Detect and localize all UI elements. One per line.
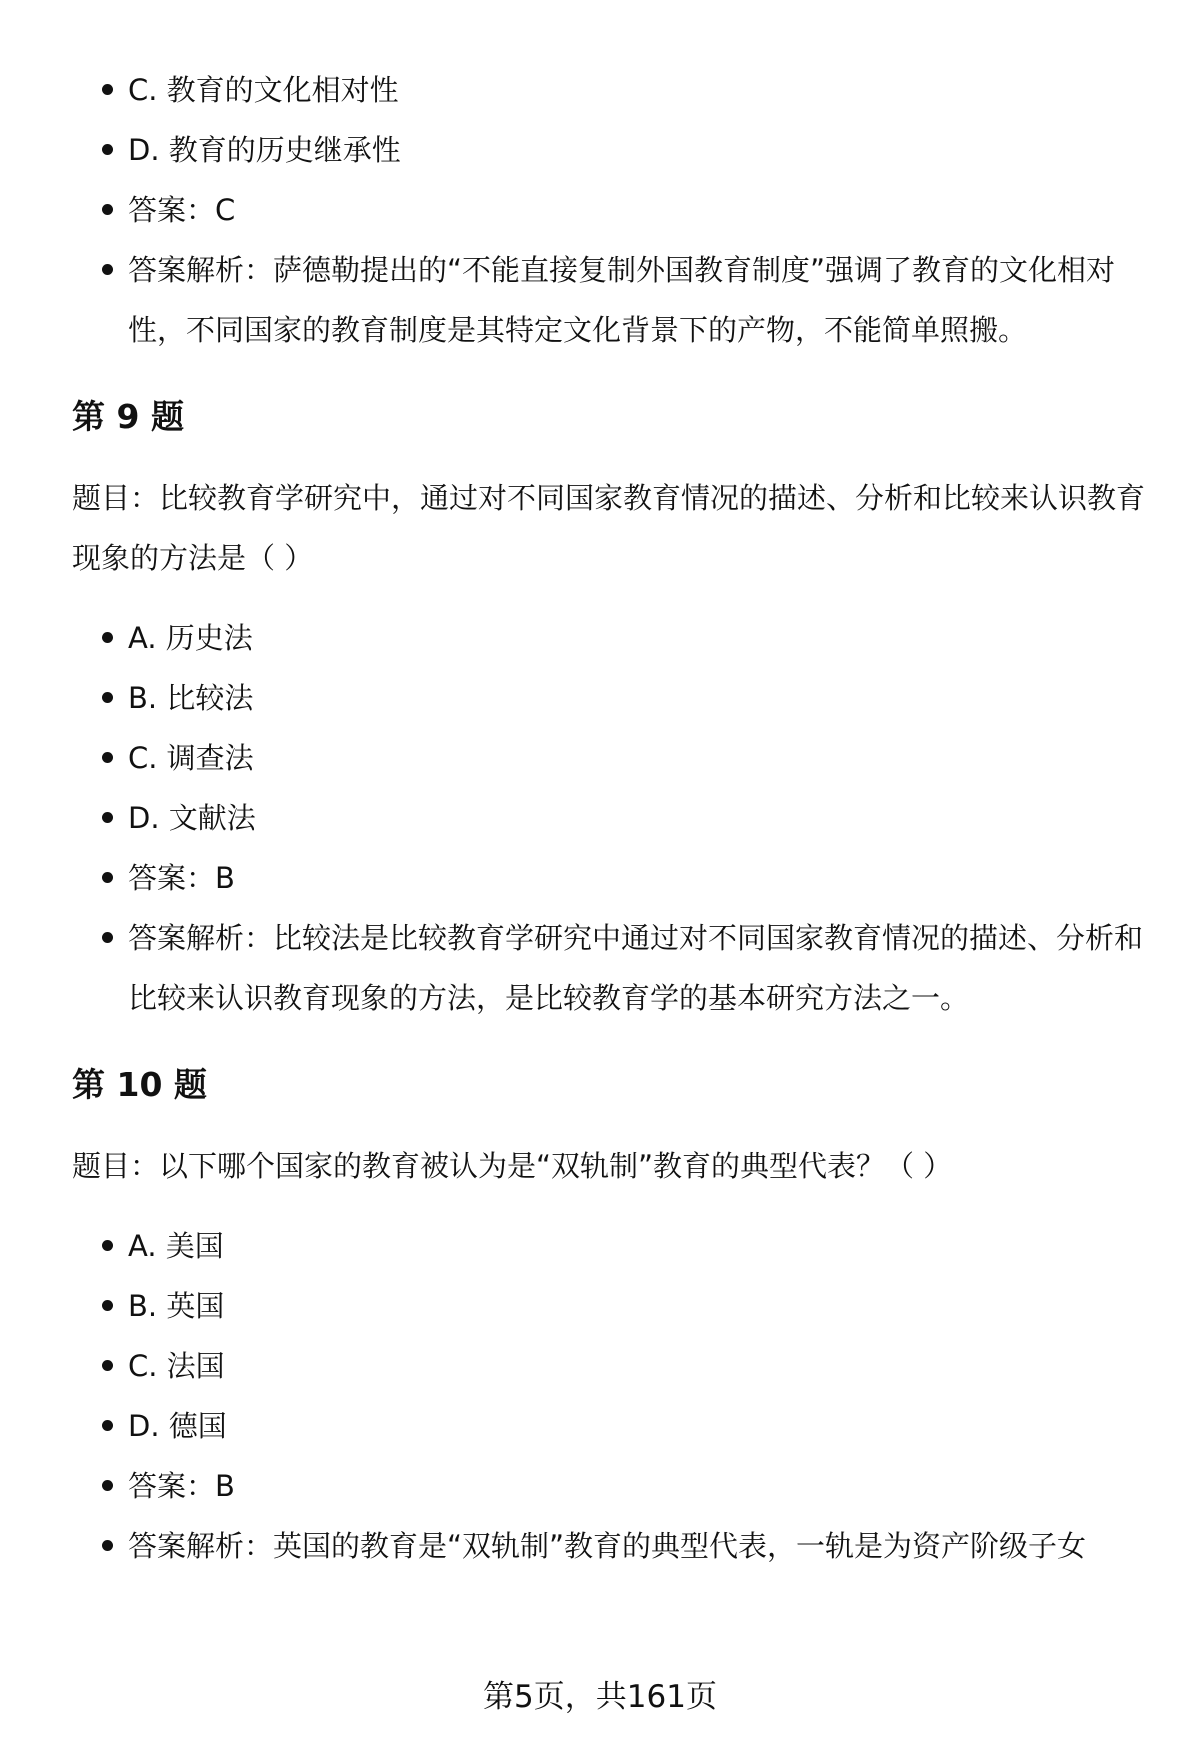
option-text: C. 教育的文化相对性 <box>128 73 399 107</box>
explanation-text: 答案解析：萨德勒提出的“不能直接复制外国教育制度”强调了教育的文化相对性，不同国家的教育制度是其特定文化背景下的产物，不能简单照搬。 <box>128 253 1116 347</box>
option-a <box>72 608 1152 668</box>
option-text: B. 英国 <box>128 1289 225 1323</box>
bullet-icon <box>102 632 113 643</box>
option-text: D. 文献法 <box>128 801 256 835</box>
option-d <box>72 1396 1152 1456</box>
answer-text: 答案：C <box>128 193 236 227</box>
answer-explanation <box>72 908 1152 1028</box>
option-text: C. 调查法 <box>128 741 254 775</box>
page-number: 第5页，共161页 <box>483 1679 717 1715</box>
bullet-icon <box>102 204 113 215</box>
bullet-icon <box>102 144 113 155</box>
question-9-text: 题目：比较教育学研究中，通过对不同国家教育情况的描述、分析和比较来认识教育现象的方法是（ ） <box>72 481 1146 575</box>
bullet-icon <box>102 812 113 823</box>
answer <box>72 1456 1152 1516</box>
question-9-options <box>72 608 1152 1028</box>
answer-text: 答案：B <box>128 861 235 895</box>
bullet-icon <box>102 1540 113 1551</box>
bullet-icon <box>102 84 113 95</box>
bullet-icon <box>102 752 113 763</box>
question-10-options <box>72 1216 1152 1576</box>
question-9-heading: 第 9 题 <box>72 397 184 436</box>
option-text: C. 法国 <box>128 1349 225 1383</box>
answer-explanation <box>72 240 1152 360</box>
option-c <box>72 1336 1152 1396</box>
explanation-text: 答案解析：比较法是比较教育学研究中通过对不同国家教育情况的描述、分析和比较来认识教育现象的方法，是比较教育学的基本研究方法之一。 <box>128 921 1144 1015</box>
answer <box>72 180 1152 240</box>
question-10-heading: 第 10 题 <box>72 1065 207 1104</box>
prev-question-options <box>72 60 1152 360</box>
option-text: B. 比较法 <box>128 681 254 715</box>
question-10-text: 题目：以下哪个国家的教育被认为是“双轨制”教育的典型代表？（ ） <box>72 1149 953 1183</box>
bullet-icon <box>102 264 113 275</box>
bullet-icon <box>102 872 113 883</box>
bullet-icon <box>102 1360 113 1371</box>
option-d <box>72 788 1152 848</box>
option-text: D. 教育的历史继承性 <box>128 133 401 167</box>
bullet-icon <box>102 1420 113 1431</box>
option-text: D. 德国 <box>128 1409 227 1443</box>
option-b <box>72 668 1152 728</box>
document-page <box>72 60 1152 1576</box>
answer <box>72 848 1152 908</box>
option-d <box>72 120 1152 180</box>
bullet-icon <box>102 1240 113 1251</box>
option-text: A. 历史法 <box>128 621 253 655</box>
bullet-icon <box>102 1300 113 1311</box>
option-a <box>72 1216 1152 1276</box>
answer-text: 答案：B <box>128 1469 235 1503</box>
bullet-icon <box>102 932 113 943</box>
option-b <box>72 1276 1152 1336</box>
option-c <box>72 60 1152 120</box>
bullet-icon <box>102 692 113 703</box>
option-c <box>72 728 1152 788</box>
bullet-icon <box>102 1480 113 1491</box>
answer-explanation <box>72 1516 1152 1576</box>
option-text: A. 美国 <box>128 1229 224 1263</box>
explanation-text: 答案解析：英国的教育是“双轨制”教育的典型代表，一轨是为资产阶级子女 <box>128 1529 1087 1563</box>
